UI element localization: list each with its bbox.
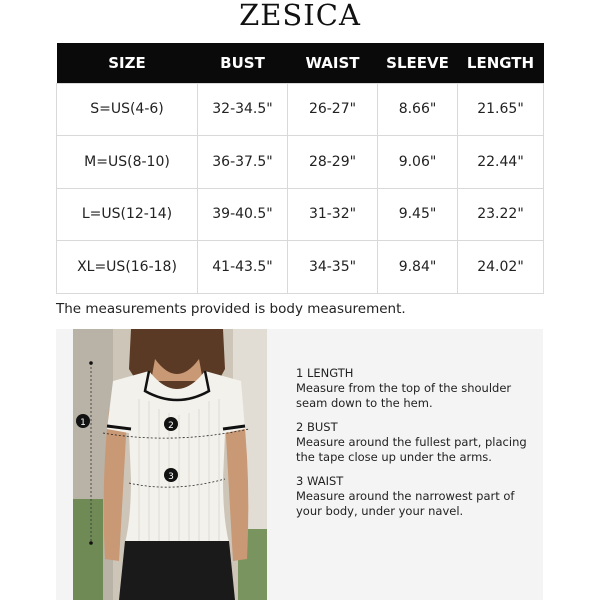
marker-waist [164,468,178,482]
cell-size: S=US(4-6) [57,83,198,136]
cell-size: XL=US(16-18) [57,241,198,294]
marker-length [76,414,90,428]
cell-length: 21.65" [458,83,544,136]
cell-length: 24.02" [458,241,544,294]
cell-length: 23.22" [458,188,544,241]
table-header-row [57,43,544,83]
marker-bust [164,417,178,431]
cell-waist: 31-32" [288,188,378,241]
size-chart-table [56,43,544,294]
marker-bust-label: 2 [168,421,174,431]
instruction-length [296,366,536,411]
marker-length-label: 1 [80,418,86,428]
cell-bust: 36-37.5" [198,136,288,189]
instruction-text: Measure around the fullest part, placing the tape close up under the arms. [296,435,527,464]
instruction-title: 1 LENGTH [296,366,354,380]
instruction-title: 2 BUST [296,420,338,434]
cell-waist: 28-29" [288,136,378,189]
instruction-title: 3 WAIST [296,474,344,488]
header-sleeve: SLEEVE [378,43,458,83]
measurement-note: The measurements provided is body measurement. [56,301,406,317]
cell-sleeve: 9.45" [378,188,458,241]
header-size: SIZE [57,43,198,83]
cell-bust: 39-40.5" [198,188,288,241]
cell-sleeve: 9.84" [378,241,458,294]
cell-bust: 32-34.5" [198,83,288,136]
marker-waist-label: 3 [168,472,174,482]
header-bust: BUST [198,43,288,83]
cell-bust: 41-43.5" [198,241,288,294]
table-row [57,136,544,189]
instruction-text: Measure around the narrowest part of your body, under your navel. [296,489,515,518]
brand-logo: ZESICA [239,0,361,32]
cell-size: L=US(12-14) [57,188,198,241]
cell-length: 22.44" [458,136,544,189]
cell-waist: 26-27" [288,83,378,136]
table-row [57,83,544,136]
header-waist: WAIST [288,43,378,83]
instruction-bust [296,420,536,465]
instruction-text: Measure from the top of the shoulder seam down to the hem. [296,381,512,410]
cell-sleeve: 8.66" [378,83,458,136]
cell-size: M=US(8-10) [57,136,198,189]
cell-sleeve: 9.06" [378,136,458,189]
model-photo [73,329,267,600]
header-length: LENGTH [458,43,544,83]
cell-waist: 34-35" [288,241,378,294]
model-illustration [73,329,267,600]
measurement-instructions [296,366,536,528]
table-row [57,241,544,294]
table-row [57,188,544,241]
instruction-waist [296,474,536,519]
